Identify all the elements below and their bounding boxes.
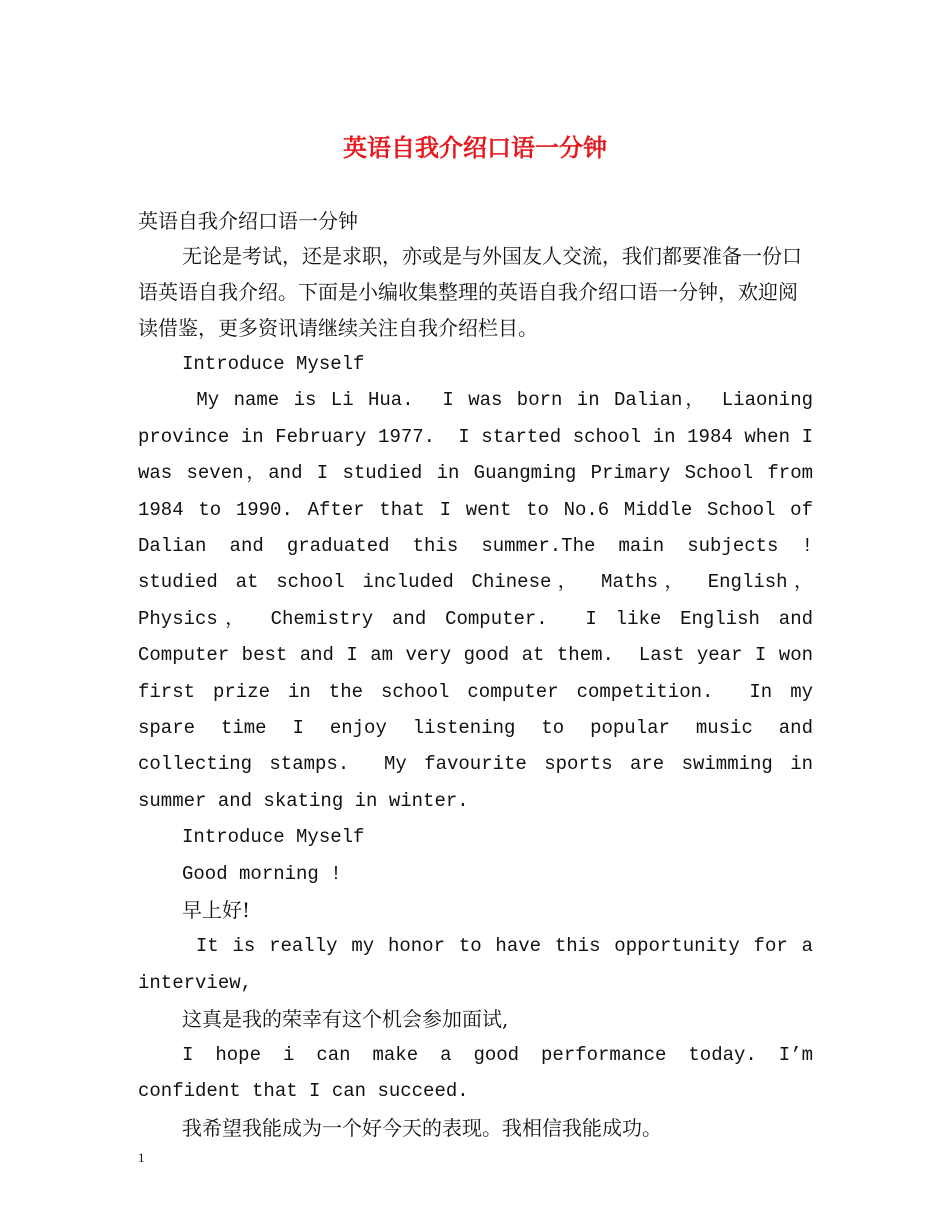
section-heading-2: Introduce Myself (182, 826, 365, 849)
section-heading-1: Introduce Myself (182, 353, 365, 375)
intro-paragraph: 无论是考试，还是求职，亦或是与外国友人交流，我们都要准备一份口语英语自我介绍。下面是小编收集整理的英语自我介绍口语一分钟，欢迎阅读借鉴，更多资讯请继续关注自我介绍栏目。 (138, 244, 802, 340)
greeting-line: Good morning ! (182, 862, 342, 885)
hope-translation: 我希望我能成为一个好今天的表现。我相信我能成功。 (182, 1115, 662, 1140)
self-introduction-paragraph: My name is Li Hua. I was born in Dalian， Liaoning province in February 1977. I started school in 1984 when I was seven，and I studied in Guangming Primary School from 1984 to 1990. After that I went to No.6 Middle School of Dalian and graduated this summer.The main subjects ! studied at school included Chinese， Maths， English， Physics， Chemistry and Computer. I like English and Computer best and I am very good at them. Last year I won first prize in the school computer competition. In my spare time I enjoy listening to popular music and collecting stamps. My favourite sports are swimming in summer and skating in winter. (138, 389, 825, 812)
page-number: 1 (138, 1150, 145, 1165)
honor-sentence: It is really my honor to have this opportunity for a interview, (138, 935, 825, 994)
document-title: 英语自我介绍口语一分钟 (343, 133, 607, 162)
document-subtitle: 英语自我介绍口语一分钟 (138, 209, 358, 233)
hope-sentence: I hope i can make a good performance today. I’m confident that I can succeed. (138, 1043, 813, 1103)
document-body (138, 238, 825, 1146)
honor-translation: 这真是我的荣幸有这个机会参加面试, (182, 1006, 509, 1031)
greeting-translation: 早上好! (182, 898, 251, 923)
